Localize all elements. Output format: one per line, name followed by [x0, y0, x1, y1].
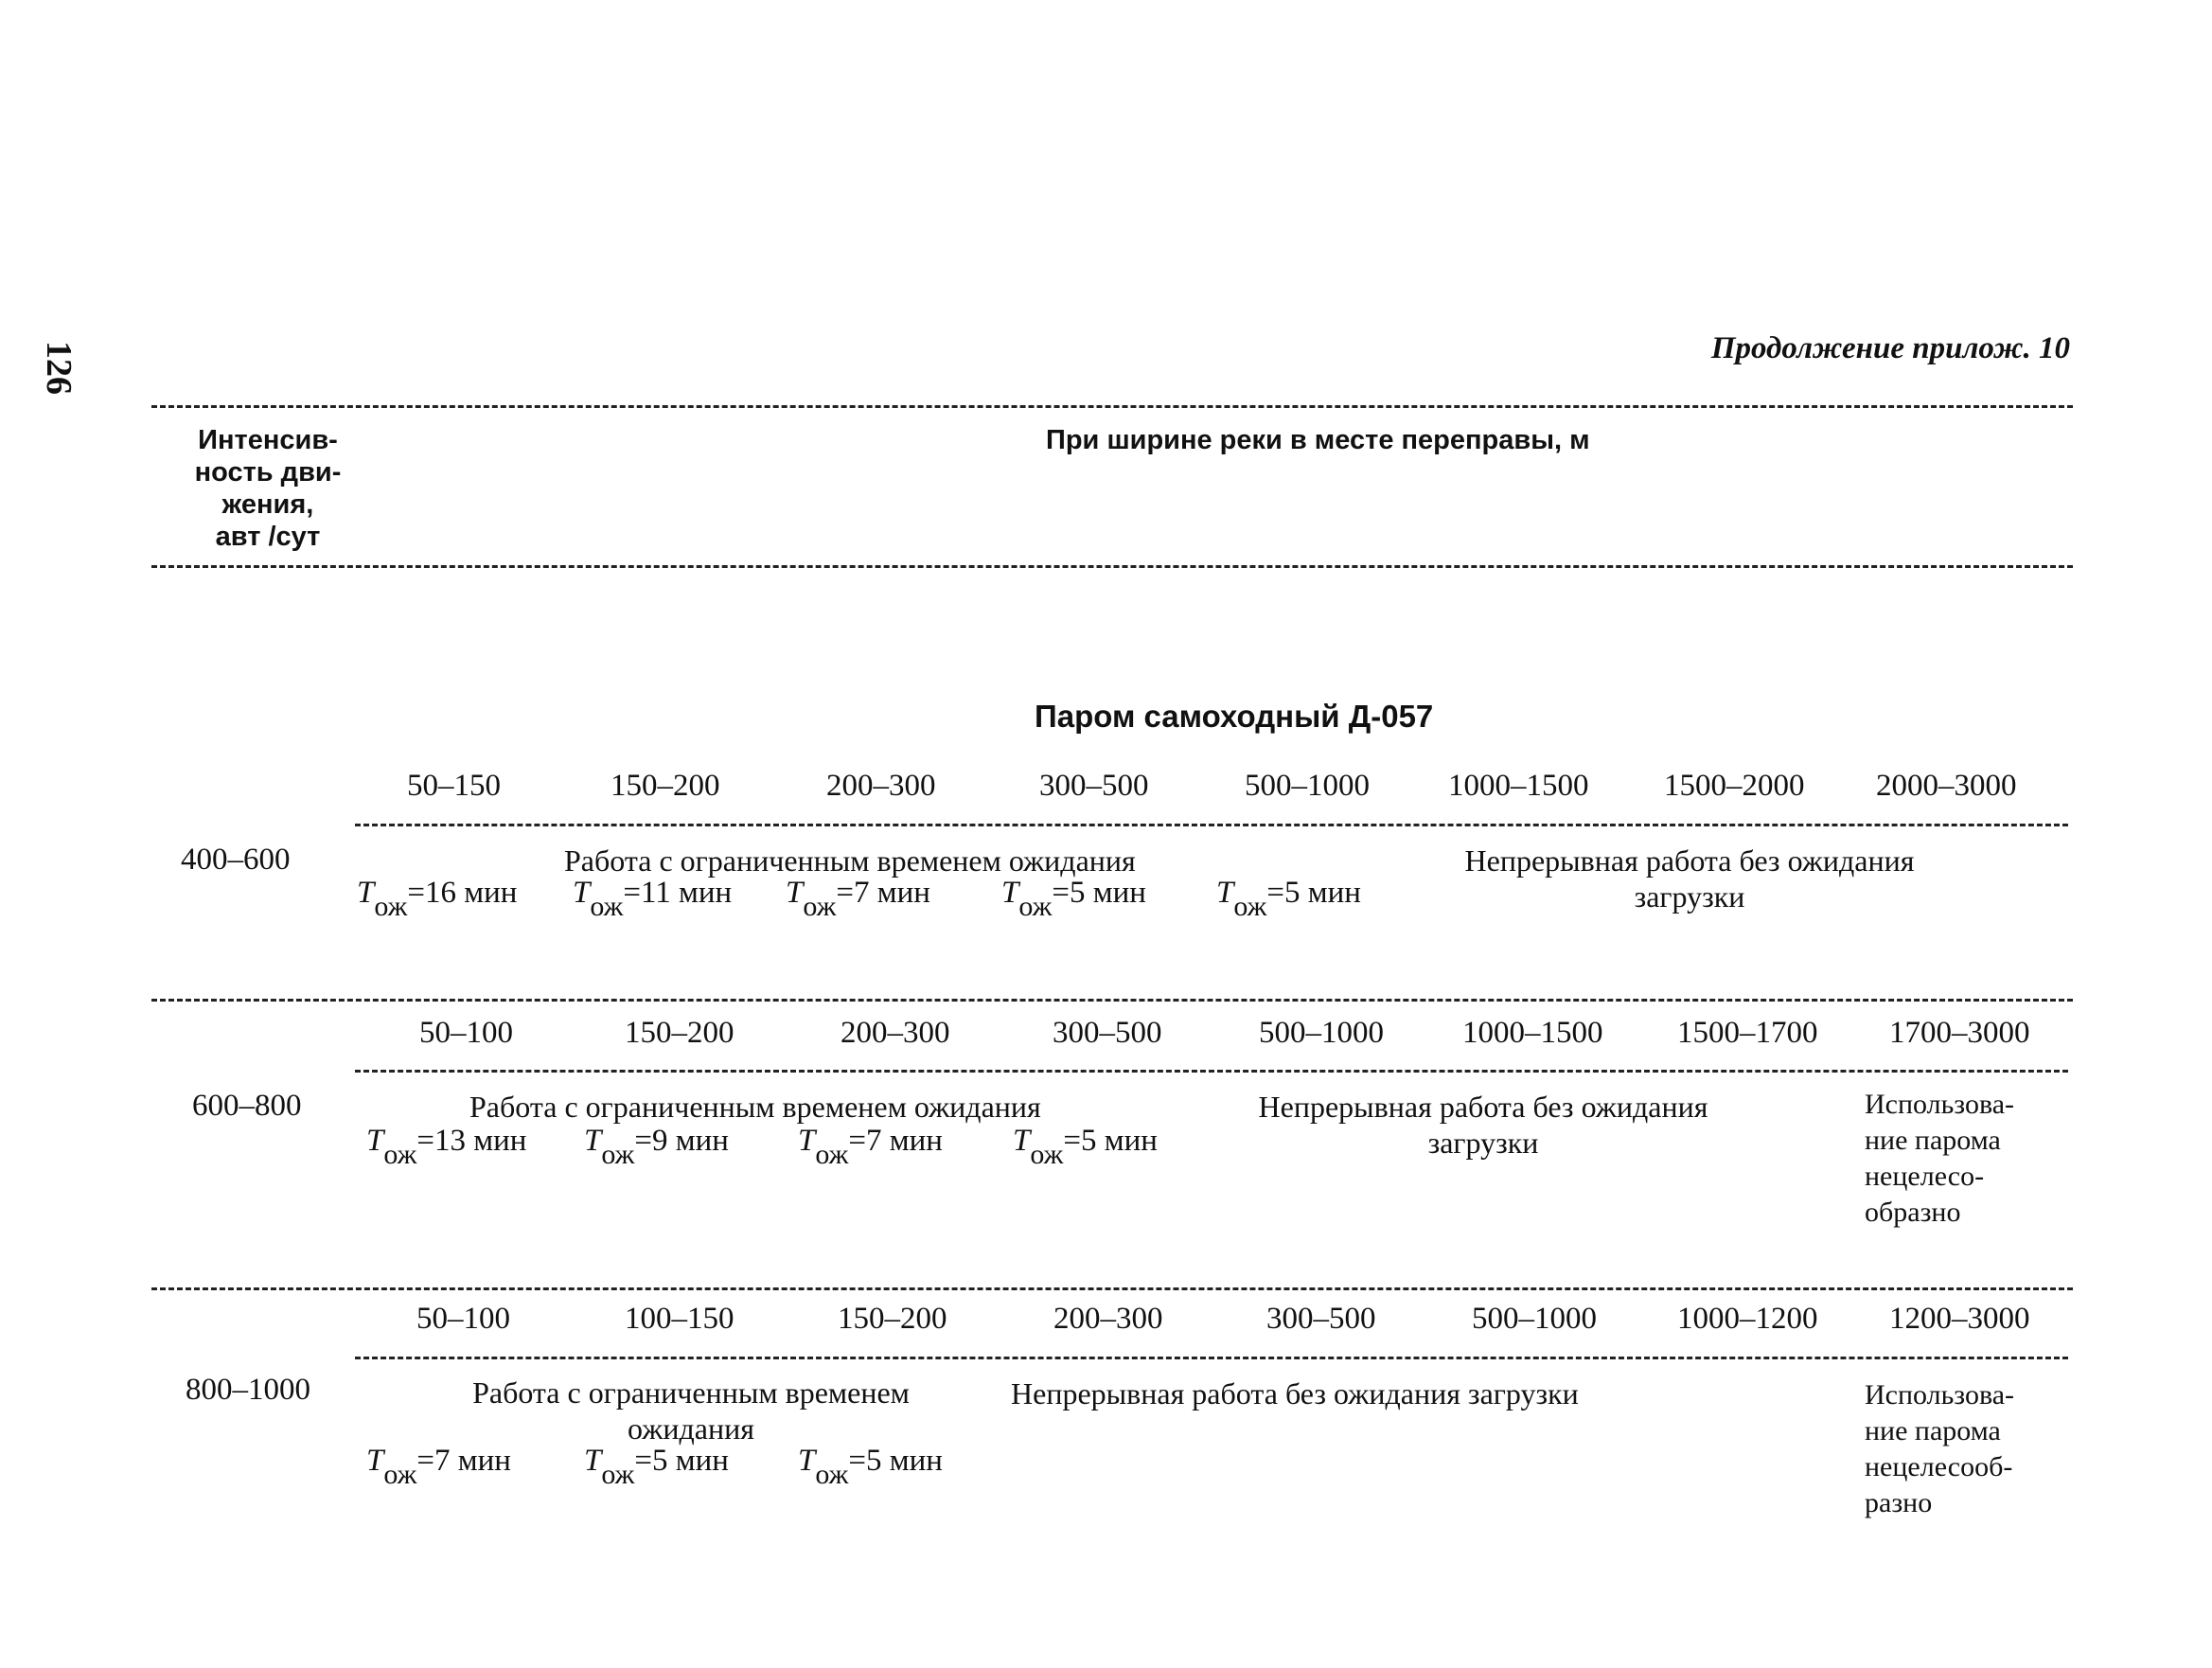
wait-time: Tож=5 мин: [798, 1444, 943, 1490]
limited-wait-label: Работа с ограниченным временем ожидания: [469, 1090, 1041, 1124]
header-river-width: При ширине реки в месте переправы, м: [1046, 425, 1590, 455]
range-cell: 500–1000: [1245, 769, 1370, 803]
range-cell: 200–300: [1053, 1302, 1163, 1336]
range-rule: [355, 1357, 2068, 1359]
range-cell: 500–1000: [1259, 1016, 1384, 1050]
continuous-label: Непрерывная работа без ожидания загрузки: [1011, 1376, 1579, 1411]
range-cell: 150–200: [611, 769, 720, 803]
section-title: Паром самоходный Д-057: [1035, 699, 1434, 734]
header-bottom-rule: [151, 565, 2073, 568]
range-rule: [355, 824, 2068, 826]
intensity-label: 600–800: [192, 1089, 302, 1123]
range-cell: 300–500: [1039, 769, 1149, 803]
range-cell: 1500–1700: [1677, 1016, 1818, 1050]
range-cell: 150–200: [625, 1016, 734, 1050]
block-separator: [151, 1287, 2073, 1290]
range-cell: 50–100: [416, 1302, 510, 1336]
continuous-label: Непрерывная работа без ожидания загрузки: [1258, 1090, 1708, 1160]
range-cell: 150–200: [838, 1302, 947, 1336]
range-cell: 300–500: [1266, 1302, 1376, 1336]
intensity-label: 800–1000: [186, 1373, 310, 1407]
range-cell: 1700–3000: [1889, 1016, 2030, 1050]
page-number: 126: [39, 341, 79, 395]
limited-wait-label: Работа с ограниченным временем ожидания: [472, 1375, 910, 1446]
header-intensity: Интенсив- ность дви- жения, авт /сут: [194, 425, 342, 552]
range-cell: 50–150: [407, 769, 501, 803]
range-cell: 50–100: [419, 1016, 513, 1050]
range-cell: 200–300: [826, 769, 936, 803]
range-cell: 1000–1200: [1677, 1302, 1818, 1336]
limited-wait-label: Работа с ограниченным временем ожидания: [564, 843, 1136, 878]
continuous-label: Непрерывная работа без ожидания загрузки: [1464, 843, 1915, 914]
wait-time: Tож=7 мин: [366, 1444, 511, 1490]
intensity-label: 400–600: [181, 843, 291, 877]
range-cell: 1000–1500: [1462, 1016, 1603, 1050]
not-advisable-note: Использова- ние парома нецелесо- образно: [1865, 1089, 2015, 1228]
wait-time: Tож=7 мин: [798, 1124, 943, 1170]
range-cell: 500–1000: [1472, 1302, 1597, 1336]
wait-time: Tож=16 мин: [357, 876, 518, 922]
not-advisable-note: Использова- ние парома нецелесооб- разно: [1865, 1379, 2015, 1518]
wait-time: Tож=13 мин: [366, 1124, 527, 1170]
wait-time: Tож=5 мин: [584, 1444, 729, 1490]
block-separator: [151, 999, 2073, 1002]
range-cell: 1500–2000: [1664, 769, 1805, 803]
range-cell: 1200–3000: [1889, 1302, 2030, 1336]
wait-time: Tож=7 мин: [786, 876, 930, 922]
header-top-rule: [151, 405, 2073, 408]
range-cell: 2000–3000: [1876, 769, 2017, 803]
wait-time: Tож=5 мин: [1001, 876, 1146, 922]
range-cell: 100–150: [625, 1302, 734, 1336]
continuation-label: Продолжение прилож. 10: [1710, 331, 2070, 365]
range-cell: 200–300: [841, 1016, 950, 1050]
range-rule: [355, 1070, 2068, 1073]
range-cell: 1000–1500: [1448, 769, 1589, 803]
wait-time: Tож=11 мин: [573, 876, 733, 922]
wait-time: Tож=9 мин: [584, 1124, 729, 1170]
wait-time: Tож=5 мин: [1216, 876, 1361, 922]
range-cell: 300–500: [1053, 1016, 1162, 1050]
wait-time: Tож=5 мин: [1013, 1124, 1158, 1170]
